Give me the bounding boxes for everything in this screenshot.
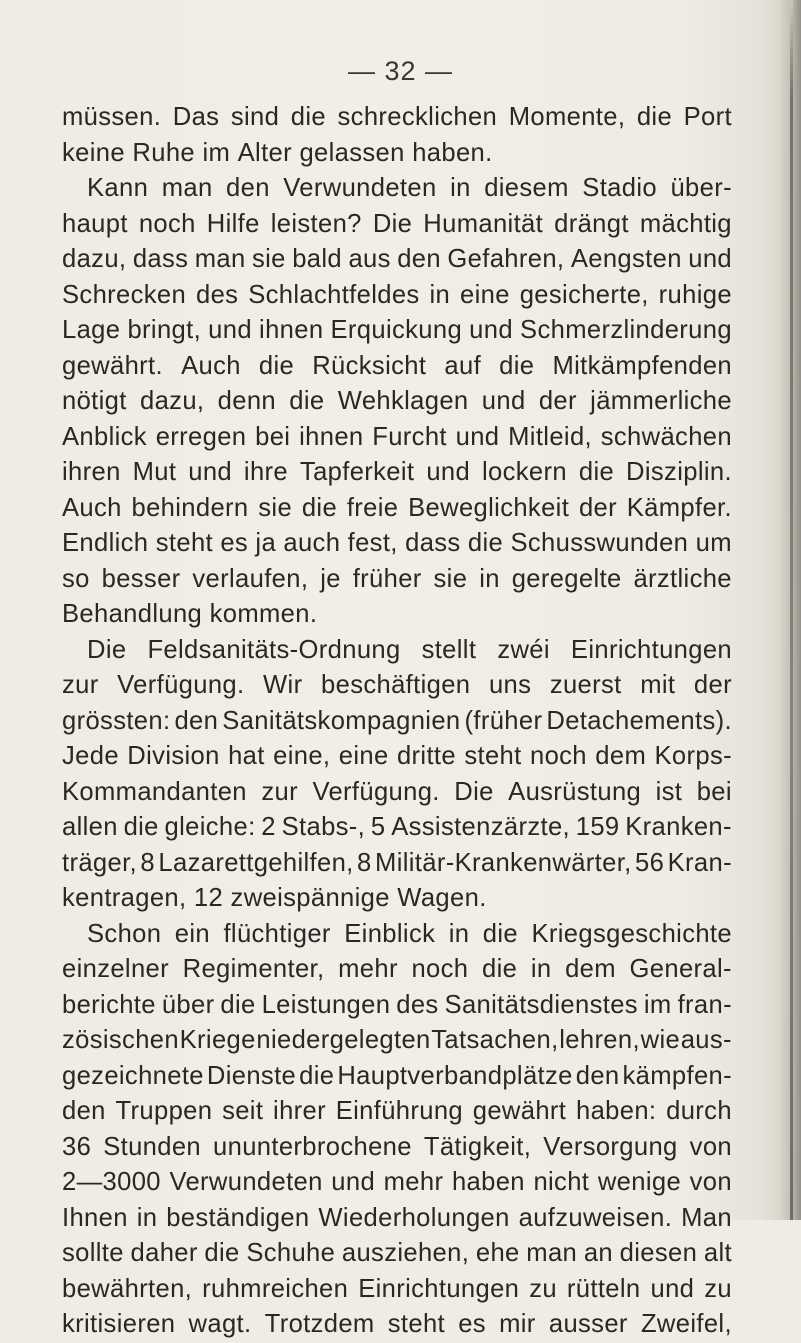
word: 12 [193,884,231,912]
word: über [161,990,215,1019]
word: freie [346,493,399,522]
word: die [467,529,504,557]
word: gleiche: [164,813,256,841]
text-line [62,1201,732,1237]
text-line [62,1272,732,1308]
word: zur [62,671,99,699]
word: Trotzdem [264,1310,375,1338]
word: den [397,245,441,273]
text-line [62,739,732,775]
word: des [396,990,439,1019]
word: dem [595,742,647,770]
text-line [62,988,732,1024]
word: die [481,955,518,983]
word: 8 [357,848,372,877]
word: hat [228,742,265,770]
word: noch [138,209,196,238]
word: die [636,103,673,131]
word: Alter [237,138,300,167]
word: Disziplin. [626,458,732,486]
word: lockern [482,458,567,486]
word: im [643,990,672,1019]
word: die [123,813,159,841]
word: die [299,1061,335,1090]
word: Die [454,777,494,806]
word: Auch [62,493,122,522]
text-line [62,810,732,846]
word: Hauptverbandplätze [337,1061,573,1090]
word: steht [387,1310,446,1338]
word: Man [681,1203,732,1232]
word: alt [703,1239,732,1267]
word: Militär-Krankenwärter, [375,848,632,877]
word: 159 [575,813,620,841]
word: Feldsanitäts-Ordnung [147,635,401,664]
word: zu [529,1274,557,1303]
word: Tätigkeit, [423,1132,532,1161]
word: Schuhe [246,1239,336,1267]
word: die [482,919,519,948]
word: lehren, [559,1026,640,1054]
word: und [688,245,732,273]
word: in [450,174,471,202]
word: Endlich [62,529,149,557]
text-line [62,278,732,314]
word: eine [338,742,389,770]
word: man [161,174,213,202]
text-line [62,952,732,988]
word: Sanitätskompagnien [222,706,461,735]
word: steht [464,742,522,770]
word: Stadio [582,174,657,202]
word: haben. [412,138,493,167]
word: den [174,706,219,735]
word: Verwundeten [169,1168,323,1196]
word: Humanität [423,209,544,238]
word: Jede [62,742,119,770]
word: zur [261,777,298,806]
word: (früher [464,706,543,735]
word: zweispännige [230,884,398,912]
word: 8 [140,848,156,877]
word: und [469,316,513,344]
word: Detachements). [546,706,732,735]
word: Lage [62,316,121,344]
page-number: — 32 — [347,56,454,86]
word: kommen. [209,600,318,628]
word: Wagen. [397,884,487,912]
word: um [695,529,732,557]
word: bei [696,777,732,806]
word: die [289,387,325,415]
word: nicht [533,1168,590,1196]
word: Hilfe [206,209,260,238]
word: gelassen [299,138,413,167]
text-line [62,846,732,882]
word: ausser [548,1310,628,1338]
word: noch [411,955,469,983]
word: an [583,1239,613,1267]
word: aus [348,245,391,273]
word: Anblick [62,422,147,451]
word: und [426,458,471,486]
word: Division [127,742,220,770]
word: dass [405,529,461,557]
text-line [62,1059,732,1095]
word: leisten? [270,209,362,238]
word: Kran- [667,848,732,877]
word: 2—3000 [62,1168,161,1196]
word: steht [155,529,213,557]
word: haupt [62,209,128,238]
word: Stabs-, [281,813,366,841]
word: mit [640,671,676,699]
word: kämpfen- [622,1061,732,1090]
word: Ihnen [62,1203,128,1232]
word: behindern [131,493,249,522]
word: Tapferkeit [299,458,415,486]
word: Korps- [654,742,732,770]
word: Erquickung [330,316,463,344]
word: kritisieren [62,1310,176,1338]
word: sie [252,245,286,273]
word: ihnen [299,422,364,451]
word: des [195,280,239,309]
word: und [188,458,232,486]
text-line [62,136,732,172]
word: zösischen [62,1026,179,1054]
word: Tatsachen, [431,1026,559,1054]
word: die [204,1239,240,1267]
word: Momente, [508,103,626,131]
word: fest, [347,529,398,557]
word: man [526,1239,578,1267]
word: Mitkämpfenden [552,351,732,380]
word: Einrichtungen [358,1274,520,1303]
text-line [62,1165,732,1201]
word: wagt. [188,1310,252,1338]
word: Die [87,635,127,664]
word: Assistenzärzte, [391,813,570,841]
word: dazu, [62,245,127,273]
word: Kriegsgeschichte [531,919,732,948]
word: je [320,564,341,593]
word: noch [529,742,587,770]
word: und [455,422,500,451]
text-line [62,207,732,243]
word: und [331,1168,376,1196]
word: Ausrüstung [508,777,642,806]
word: Wehklagen [337,387,469,415]
word: bringt, [127,316,202,344]
text-line [62,1236,732,1272]
word: ärztliche [633,564,732,593]
text-line [62,384,732,420]
word: Zweifel, [640,1310,732,1338]
word: auf [444,351,482,380]
word: beschäftigen [321,671,471,699]
text-line [62,313,732,349]
word: grössten: [62,706,171,735]
word: Kommandanten [62,777,247,806]
word: verlaufen, [192,564,309,593]
word: Einrichtungen [570,635,732,664]
word: seit [222,1097,264,1125]
word: haben: [576,1097,657,1125]
word: 36 [62,1132,92,1161]
word: sind [230,103,280,131]
word: die [258,351,295,380]
word: diesen [619,1239,698,1267]
word: 2 [261,813,276,841]
word: ein [174,919,210,948]
word: mächtig [639,209,732,238]
word: jämmerliche [590,387,732,415]
word: den [226,174,270,202]
word: daher [130,1239,198,1267]
text-line [62,349,732,385]
word: Aengsten [570,245,682,273]
word: zuerst [549,671,622,699]
word: Kranken- [625,813,732,841]
word: sollte [62,1239,124,1267]
text-line [62,100,732,136]
word: ihnen [259,316,324,344]
word: bald [292,245,343,273]
word: Kann [87,174,149,202]
word: Wiederholungen [318,1203,510,1232]
word: flüchtiger [223,919,331,948]
word: ununterbrochene [213,1132,412,1161]
word: gewährt. [62,351,163,380]
word: Das [172,103,220,131]
word: die [220,990,256,1019]
word: ausziehen, [341,1239,470,1267]
word: Verfügung. [312,777,440,806]
word: dazu, [140,387,205,415]
word: dem [565,955,616,983]
word: 56 [635,848,665,877]
word: und [481,387,526,415]
word: der [538,387,577,415]
word: die [578,458,615,486]
word: drängt [554,209,629,238]
word: Schon [87,919,162,948]
word: Kriege [179,1026,256,1054]
word: Furcht [372,422,447,451]
word: 5 [370,813,386,841]
word: rütteln [566,1274,641,1303]
word: aufzuweisen. [518,1203,673,1232]
word: zwéi [497,635,550,664]
word: von [689,1168,732,1196]
word: mehr [383,1168,444,1196]
text-line [62,1023,732,1059]
text-line [62,633,732,669]
word: durch [666,1097,732,1125]
word: es [220,529,249,557]
word: man [194,245,246,273]
word: schwächen [600,422,732,451]
word: in [530,955,552,983]
word: und [208,316,252,344]
word: dass [132,245,189,273]
word: Truppen [115,1097,213,1125]
word: Schusswunden [510,529,689,557]
word: allen [62,813,118,841]
text-line [62,704,732,740]
word: Verfügung. [117,671,245,699]
word: schrecklichen [337,103,498,131]
text-line [62,526,732,562]
word: ruhige [658,280,732,309]
word: mir [499,1310,536,1338]
word: den [575,1061,620,1090]
word: bei [255,422,291,451]
word: über- [670,174,732,202]
word: zu [704,1274,732,1303]
word: bewährten, [62,1274,193,1303]
text-line [62,1307,732,1343]
word: sie [258,493,293,522]
word: Beweglichkeit [408,493,570,522]
word: Kämpfer. [626,493,732,522]
text-line [62,420,732,456]
word: erregen [155,422,247,451]
word: der [693,671,732,699]
word: Regimenter, [182,955,325,983]
word: berichte [62,990,156,1019]
text-line [62,491,732,527]
word: ruhmreichen [202,1274,349,1303]
word: in [136,1203,158,1232]
word: Verwundeten [283,174,437,202]
word: dritte [396,742,456,770]
word: Einführung [335,1097,464,1125]
word: Lazarettgehilfen, [158,848,354,877]
word: ist [655,777,683,806]
text-line [62,171,732,207]
word: Auch [181,351,241,380]
text-line [62,562,732,598]
word: keine [62,138,133,167]
word: Schrecken [62,280,187,309]
word: den [62,1097,106,1125]
word: denn [217,387,276,415]
word: geregelte [511,564,622,593]
word: die [301,493,338,522]
text-line [62,1130,732,1166]
word: besser [101,564,181,593]
word: eine [460,280,510,309]
text-line [62,775,732,811]
word: in [448,919,470,948]
word: ihren [62,458,121,486]
word: im [202,138,238,167]
word: uns [488,671,532,699]
word: ihrer [273,1097,326,1125]
word: müssen. [62,103,162,131]
word: Behandlung [62,600,210,628]
word: eine, [273,742,331,770]
word: so [62,564,90,593]
word: fran- [677,990,732,1019]
word: Schmerzlinderung [520,316,732,344]
word: General- [629,955,732,983]
word: Versorgung [543,1132,678,1161]
word: diesem [484,174,569,202]
word: ja [255,529,277,557]
word: Rücksicht [312,351,427,380]
word: gesicherte, [519,280,649,309]
page-binding-edge [790,0,793,1220]
word: in [479,564,500,593]
word: Die [372,209,413,238]
word: Schlachtfeldes [248,280,420,309]
word: gezeichnete [62,1061,204,1090]
word: ihre [243,458,288,486]
word: kentragen, [62,884,194,912]
word: Sanitätsdienstes [444,990,638,1019]
word: wie [640,1026,681,1054]
word: die [499,351,535,380]
word: sie [433,564,468,593]
word: in [429,280,451,309]
word: von [689,1132,732,1161]
text-line [62,668,732,704]
text-line [62,242,732,278]
word: nötigt [62,387,127,415]
word: auch [283,529,341,557]
word: der [578,493,617,522]
word: niedergelegten [256,1026,431,1054]
word: Mut [132,458,177,486]
word: es [458,1310,486,1338]
text-line [62,1094,732,1130]
word: Gefahren, [447,245,565,273]
word: ehe [475,1239,520,1267]
word: aus- [680,1026,732,1054]
word: Stunden [103,1132,202,1161]
body-text [62,100,732,1343]
word: Ruhe [132,138,203,167]
text-line [62,881,732,917]
text-line [62,917,732,953]
word: einzelner [62,955,170,983]
word: träger, [62,848,138,877]
word: beständigen [166,1203,310,1232]
word: und [650,1274,695,1303]
text-line [62,455,732,491]
word: Einblick [344,919,436,948]
word: Port [683,103,732,131]
word: gewährt [472,1097,567,1125]
text-line [62,597,732,633]
word: die [290,103,326,131]
word: wenige [597,1168,682,1196]
word: Mitleid, [508,422,593,451]
word: mehr [338,955,398,983]
word: Wir [263,671,303,699]
word: haben [451,1168,525,1196]
word: stellt [421,635,477,664]
word: früher [352,564,422,593]
word: Leistungen [261,990,391,1019]
word: Dienste [206,1061,297,1090]
